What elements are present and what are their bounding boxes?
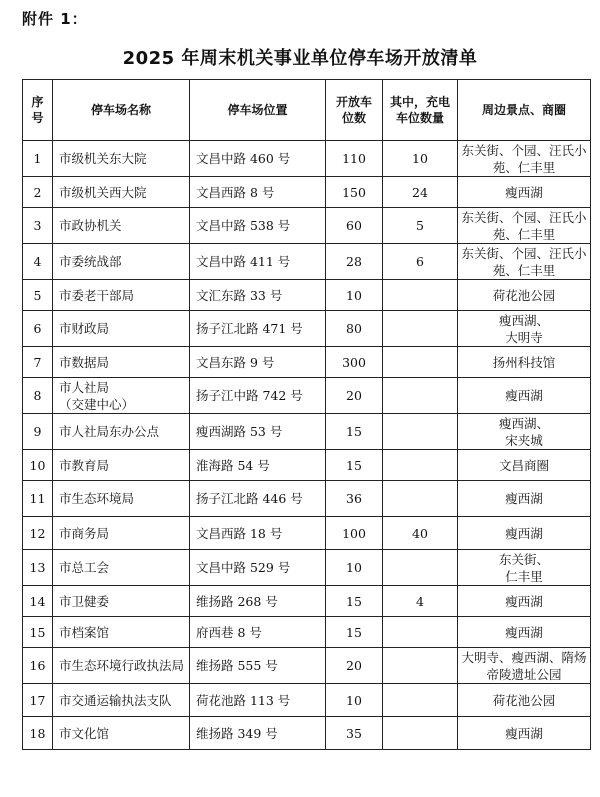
cell-name: 市人社局东办公点: [53, 414, 190, 450]
cell-name: 市政协机关: [53, 208, 190, 244]
cell-spaces: 20: [326, 648, 383, 684]
header-name: 停车场名称: [53, 80, 190, 141]
cell-name: 市档案馆: [53, 617, 190, 648]
cell-nearby: 瘦西湖: [458, 378, 591, 414]
cell-spaces: 15: [326, 450, 383, 481]
cell-no: 17: [23, 684, 53, 717]
cell-spaces: 150: [326, 177, 383, 208]
cell-location: 维扬路 268 号: [190, 586, 326, 617]
cell-spaces: 20: [326, 378, 383, 414]
cell-charging: [383, 378, 458, 414]
cell-charging: 10: [383, 141, 458, 177]
attachment-label: 附件 1：: [22, 10, 88, 28]
cell-name: 市级机关西大院: [53, 177, 190, 208]
cell-name: 市教育局: [53, 450, 190, 481]
cell-spaces: 100: [326, 517, 383, 550]
cell-no: 10: [23, 450, 53, 481]
header-charging: 其中，充电车位数量: [383, 80, 458, 141]
cell-name: 市委统战部: [53, 244, 190, 280]
cell-spaces: 10: [326, 684, 383, 717]
cell-no: 15: [23, 617, 53, 648]
cell-location: 文昌中路 411 号: [190, 244, 326, 280]
cell-nearby: 瘦西湖、 大明寺: [458, 311, 591, 347]
table-row: [23, 717, 591, 750]
cell-location: 扬子江北路 471 号: [190, 311, 326, 347]
cell-no: 9: [23, 414, 53, 450]
table-row: [23, 684, 591, 717]
table-row: [23, 347, 591, 378]
cell-nearby: 瘦西湖: [458, 617, 591, 648]
cell-location: 文昌东路 9 号: [190, 347, 326, 378]
cell-location: 文昌中路 529 号: [190, 550, 326, 586]
cell-name: 市交通运输执法支队: [53, 684, 190, 717]
cell-charging: [383, 550, 458, 586]
cell-spaces: 35: [326, 717, 383, 750]
cell-no: 13: [23, 550, 53, 586]
cell-charging: [383, 414, 458, 450]
cell-nearby: 瘦西湖: [458, 717, 591, 750]
cell-location: 瘦西湖路 53 号: [190, 414, 326, 450]
cell-charging: 6: [383, 244, 458, 280]
cell-location: 文昌西路 18 号: [190, 517, 326, 550]
cell-spaces: 15: [326, 586, 383, 617]
cell-spaces: 15: [326, 414, 383, 450]
cell-no: 2: [23, 177, 53, 208]
cell-charging: [383, 684, 458, 717]
cell-name: 市总工会: [53, 550, 190, 586]
cell-nearby: 扬州科技馆: [458, 347, 591, 378]
header-location: 停车场位置: [190, 80, 326, 141]
cell-nearby: 瘦西湖: [458, 177, 591, 208]
table-row: [23, 450, 591, 481]
parking-table: [22, 79, 591, 750]
cell-nearby: 荷花池公园: [458, 280, 591, 311]
cell-location: 维扬路 349 号: [190, 717, 326, 750]
header-no: 序号: [23, 80, 53, 141]
cell-no: 8: [23, 378, 53, 414]
cell-location: 扬子江北路 446 号: [190, 481, 326, 517]
cell-location: 文昌西路 8 号: [190, 177, 326, 208]
cell-charging: [383, 617, 458, 648]
cell-spaces: 80: [326, 311, 383, 347]
cell-charging: [383, 311, 458, 347]
cell-charging: [383, 280, 458, 311]
cell-location: 府西巷 8 号: [190, 617, 326, 648]
cell-name: 市卫健委: [53, 586, 190, 617]
cell-spaces: 28: [326, 244, 383, 280]
table-row: [23, 208, 591, 244]
document-title: 2025 年周末机关事业单位停车场开放清单: [122, 48, 478, 69]
cell-name: 市人社局 （交建中心）: [53, 378, 190, 414]
table-row: [23, 517, 591, 550]
cell-spaces: 300: [326, 347, 383, 378]
cell-charging: [383, 717, 458, 750]
cell-nearby: 荷花池公园: [458, 684, 591, 717]
table-row: [23, 311, 591, 347]
cell-spaces: 110: [326, 141, 383, 177]
cell-nearby: 文昌商圈: [458, 450, 591, 481]
cell-spaces: 36: [326, 481, 383, 517]
cell-charging: 5: [383, 208, 458, 244]
cell-name: 市商务局: [53, 517, 190, 550]
cell-name: 市财政局: [53, 311, 190, 347]
cell-spaces: 60: [326, 208, 383, 244]
cell-location: 荷花池路 113 号: [190, 684, 326, 717]
cell-no: 7: [23, 347, 53, 378]
table-row: [23, 280, 591, 311]
cell-nearby: 东关街、 仁丰里: [458, 550, 591, 586]
cell-no: 14: [23, 586, 53, 617]
cell-charging: 40: [383, 517, 458, 550]
cell-no: 6: [23, 311, 53, 347]
table-row: [23, 648, 591, 684]
table-row: [23, 244, 591, 280]
cell-location: 淮海路 54 号: [190, 450, 326, 481]
header-nearby: 周边景点、商圈: [458, 80, 591, 141]
cell-no: 16: [23, 648, 53, 684]
table-row: [23, 481, 591, 517]
cell-spaces: 15: [326, 617, 383, 648]
cell-nearby: 瘦西湖: [458, 586, 591, 617]
cell-spaces: 10: [326, 550, 383, 586]
cell-charging: 24: [383, 177, 458, 208]
header-spaces: 开放车位数: [326, 80, 383, 141]
cell-charging: [383, 450, 458, 481]
cell-nearby: 瘦西湖: [458, 517, 591, 550]
cell-location: 扬子江中路 742 号: [190, 378, 326, 414]
table-row: [23, 414, 591, 450]
cell-nearby: 大明寺、瘦西湖、隋炀帝陵遗址公园: [458, 648, 591, 684]
table-row: [23, 617, 591, 648]
cell-name: 市文化馆: [53, 717, 190, 750]
cell-nearby: 东关街、个园、汪氏小苑、仁丰里: [458, 141, 591, 177]
cell-no: 3: [23, 208, 53, 244]
table-row: [23, 550, 591, 586]
cell-nearby: 东关街、个园、汪氏小苑、仁丰里: [458, 244, 591, 280]
cell-nearby: 瘦西湖、 宋夹城: [458, 414, 591, 450]
cell-charging: [383, 648, 458, 684]
cell-no: 11: [23, 481, 53, 517]
cell-location: 文汇东路 33 号: [190, 280, 326, 311]
cell-name: 市数据局: [53, 347, 190, 378]
cell-name: 市委老干部局: [53, 280, 190, 311]
table-row: [23, 378, 591, 414]
cell-no: 1: [23, 141, 53, 177]
cell-charging: 4: [383, 586, 458, 617]
cell-charging: [383, 347, 458, 378]
cell-no: 12: [23, 517, 53, 550]
table-row: [23, 586, 591, 617]
table-header-row: [23, 80, 591, 141]
table-row: [23, 141, 591, 177]
cell-spaces: 10: [326, 280, 383, 311]
cell-charging: [383, 481, 458, 517]
cell-nearby: 瘦西湖: [458, 481, 591, 517]
cell-name: 市生态环境行政执法局: [53, 648, 190, 684]
table-row: [23, 177, 591, 208]
cell-name: 市级机关东大院: [53, 141, 190, 177]
cell-no: 4: [23, 244, 53, 280]
cell-location: 文昌中路 538 号: [190, 208, 326, 244]
cell-name: 市生态环境局: [53, 481, 190, 517]
cell-nearby: 东关街、个园、汪氏小苑、仁丰里: [458, 208, 591, 244]
cell-no: 5: [23, 280, 53, 311]
cell-location: 维扬路 555 号: [190, 648, 326, 684]
cell-location: 文昌中路 460 号: [190, 141, 326, 177]
cell-no: 18: [23, 717, 53, 750]
